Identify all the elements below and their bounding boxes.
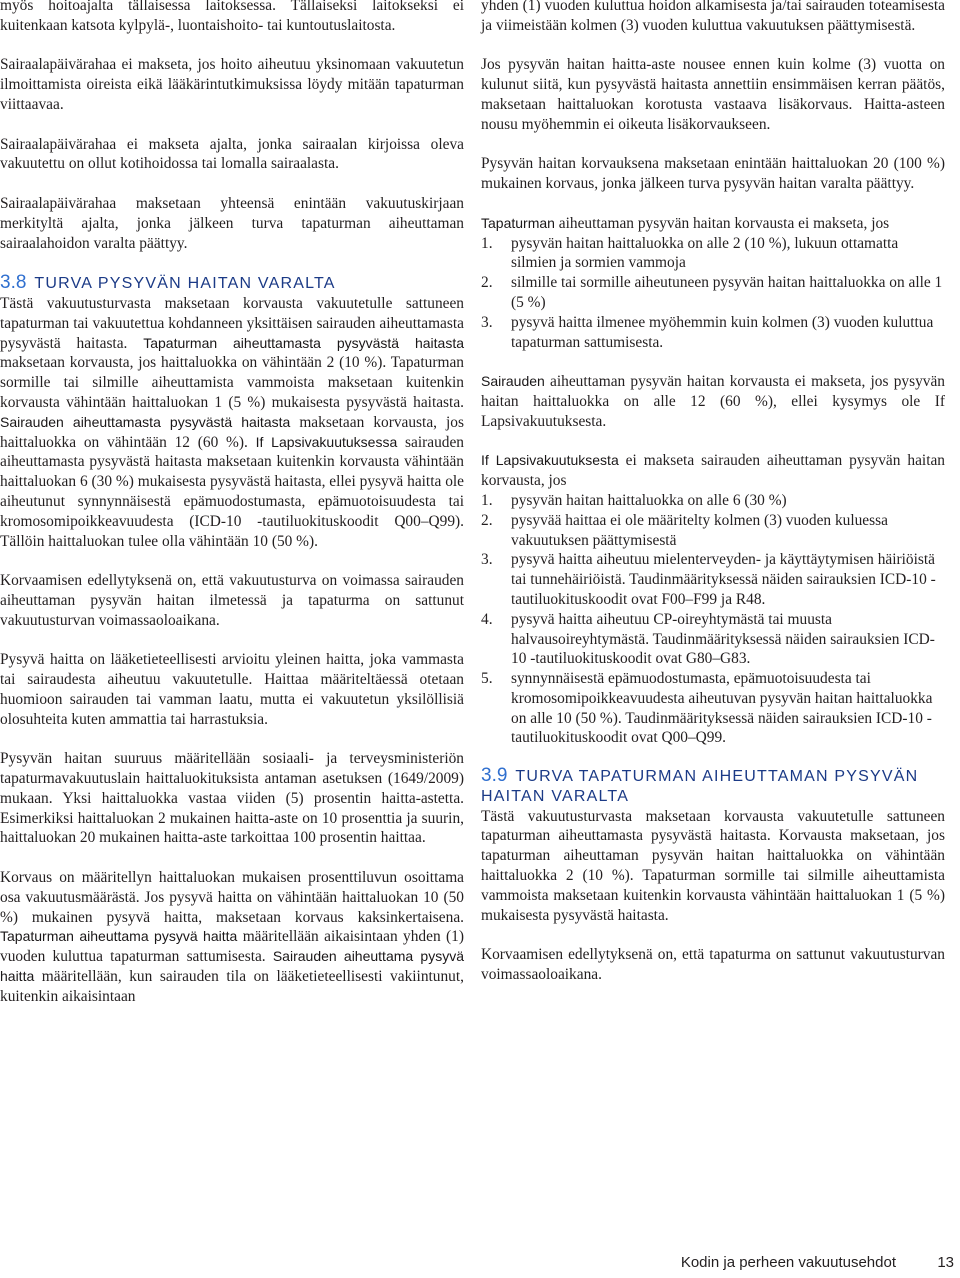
numbered-list [481, 234, 945, 353]
list-item-number: 2. [481, 511, 493, 529]
paragraph: Pysyvän haitan suuruus määritellään sosiaali- ja terveysministeriön tapaturmavakuutuslain haittaluokituksista antaman asetuksen (1649/2009) mukaan. Yksi haittaluokka vastaa viiden (5) prosentin haitta-astetta. Esimerkiksi haittaluokan 2 mukainen haitta-aste on 10 prosenttia ja suurin, haittaluokan 20 mukainen haitta-aste tarkoittaa 100 prosentin haittaa. [0, 750, 464, 847]
list-item [481, 313, 945, 353]
section-heading-3-9 [481, 766, 945, 807]
section-number: 3.9 [481, 765, 508, 787]
list-item [481, 511, 945, 551]
paragraph: Sairaalapäivärahaa ei makseta ajalta, jonka sairaalan kirjoissa oleva vakuutettu on ollut kotihoidossa tai lomalla sairaalasta. [0, 135, 464, 173]
paragraph: Tästä vakuutusturvasta maksetaan korvausta vakuutetulle sattuneen tapaturman aiheuttamasta pysyvästä haitasta. Korvausta maksetaan, jos tapaturman aiheuttaman pysyvän haitan haittaluokka on vähintään haittaluokka 2 (10 %). Tapaturman sormille tai silmille aiheuttamista vammoista maksetaan kuitenkin korvausta vähintään haittaluokan 1 (5 %) mukaisesta pysyvästä haitasta. [481, 807, 945, 924]
lead-term: Tapaturman aiheuttamasta pysyvästä haitasta [143, 334, 464, 351]
list-item-number: 1. [481, 491, 493, 509]
section-number: 3.8 [0, 272, 27, 294]
lead-term: Tapaturman [481, 214, 555, 231]
list-item-number: 4. [481, 610, 493, 628]
paragraph: Pysyvän haitan korvauksena maksetaan enintään haittaluokan 20 (100 %) mukainen korvaus, jonka jälkeen turva pysyvän haitan varalta päättyy. [481, 155, 945, 193]
list-item-number: 5. [481, 670, 493, 688]
paragraph: Jos pysyvän haitan haitta-aste nousee ennen kuin kolme (3) vuotta on kulunut siitä, kun pysyvästä haitasta annettiin ensimmäisen kerran päätös, maksetaan haittaluokan korotusta vastaava lisäkorvaus. Haitta-asteen nousu myöhemmin ei oikeuta lisäkorvaukseen. [481, 56, 945, 133]
paragraph [0, 868, 464, 1007]
text-run: ei makseta sairauden aiheuttaman pysyvän haitan korvausta, jos [481, 452, 945, 490]
list-item-text: pysyvää haittaa ei ole määritelty kolmen (3) vuoden kuluessa vakuutuksen päättymisestä [511, 511, 888, 549]
list-item-number: 3. [481, 551, 493, 569]
list-item-text: pysyvän haitan haittaluokka on alle 2 (10 %), lukuun ottamatta silmien ja sormien vammoja [511, 234, 899, 272]
list-item [481, 273, 945, 313]
list-item [481, 234, 945, 274]
lead-term: Sairauden [481, 373, 545, 390]
section-title: TURVA TAPATURMAN AIHEUTTAMAN PYSYVÄN HAITAN VARALTA [481, 768, 919, 805]
list-item [481, 550, 945, 609]
right-column [481, 0, 945, 1005]
text-run: Korvaus on määritellyn haittaluokan mukaisen prosenttiluvun osoittama osa vakuutusmäärästä. Jos pysyvä haitta on vähintään haittaluokan 10 (50 %) mukainen pysyvä haitta, maksetaan korvaus kaksinkertaisena. [0, 869, 464, 926]
list-item-text: pysyvä haitta aiheutuu CP-oireyhtymästä tai muusta halvausoireyhtymästä. Taudinmäärityksessä näiden sairauksien ICD-10 -tautiluokituskoodit ovat G80–G83. [511, 610, 935, 668]
paragraph: Korvaamisen edellytyksenä on, että vakuutusturva on voimassa sairauden aiheuttaman pysyvän haitan ilmetessä ja tapaturma on sattunut vakuutusturvan voimassaoloaikana. [0, 572, 464, 629]
text-run: maksetaan korvausta, jos haittaluokka on vähintään 12 (60 %). [0, 413, 464, 451]
lead-term: Tapaturman aiheuttama pysyvä haitta [0, 928, 238, 945]
text-run: sairauden aiheuttamasta pysyvästä haitasta maksetaan kuitenkin korvausta vähintään haittaluokan 6 (30 %) mukaisesta pysyvästä haitasta, ellei pysyvä haitta ole aiheutunut synnynnäisestä epämuodostumasta, epämuotoisuudesta tai kromosomipoikkeavuudesta (ICD-10 -tautiluokituskoodit Q00–Q99). Tällöin haittaluokan tulee olla vähintään 10 (50 %). [0, 433, 465, 550]
section-heading-3-8 [0, 273, 464, 294]
paragraph: Sairaalapäivärahaa ei makseta, jos hoito aiheutuu yksinomaan vakuutetun ilmoittamista oireista eikä lääkärintutkimuksissa löydy mitään tapaturman viittaavaa. [0, 56, 464, 113]
lead-term: If Lapsivakuutuksessa [255, 433, 398, 450]
list-item [481, 610, 945, 669]
paragraph [481, 214, 945, 234]
list-item-text: silmille tai sormille aiheutuneen pysyvän haitan haittaluokka on alle 1 (5 %) [511, 274, 943, 311]
left-column [0, 0, 464, 1026]
list-item-text: synnynnäisestä epämuodostumasta, epämuotoisuudesta tai kromosomipoikkeavuudesta aiheutuvan pysyvän haitan haittaluokka on alle 10 (50 %). Taudinmäärityksessä näiden sairauksien ICD-10 -tautiluokituskoodit ovat Q00–Q99. [511, 670, 933, 747]
lead-term: If Lapsivakuutuksesta [481, 452, 619, 469]
list-item [481, 669, 945, 748]
list-item-text: pysyvä haitta aiheutuu mielenterveyden- ja käyttäytymisen häiriöistä tai tunnehäiriöistä. Taudinmäärityksessä näiden sairauksien ICD-10 -tautiluokituskoodit ovat F00–F99 ja R48. [511, 551, 936, 608]
paragraph: Pysyvä haitta on lääketieteellisesti arvioitu yleinen haitta, joka vammasta tai sairaudesta aiheutuu vakuutetulle. Haittaa määriteltäessä otetaan huomioon sairauden tai vamman laatu, mutta ei vakuutetun yksilöllisiä olosuhteita kuten ammattia tai harrastuksia. [0, 651, 464, 728]
page-number: 13 [937, 1254, 954, 1271]
text-run: maksetaan korvausta, jos haittaluokka on vähintään 2 (10 %). Tapaturman sormille tai silmille aiheuttamista vammoista maksetaan kuitenkin korvausta vähintään haittaluokan 1 (5 %) mukaisesta pysyvästä haitasta. [0, 354, 464, 411]
numbered-list [481, 491, 945, 748]
text-run: aiheuttaman pysyvän haitan korvausta ei makseta, jos pysyvän haitan haittaluokka on alle 12 (60 %), ellei kysymys ole If Lapsivakuutuksesta. [481, 373, 945, 430]
section-title: TURVA PYSYVÄN HAITAN VARALTA [34, 275, 336, 293]
list-item-number: 1. [481, 234, 493, 252]
paragraph [481, 372, 945, 431]
list-item [481, 491, 945, 511]
page-footer [0, 1254, 960, 1276]
list-item-text: pysyvän haitan haittaluokka on alle 6 (30 %) [511, 491, 787, 509]
text-run: määritellään, kun sairauden tila on lääketieteellisesti vakiintunut, kuitenkin aikaisintaan [0, 968, 464, 1005]
paragraph [481, 451, 945, 491]
paragraph: yhden (1) vuoden kuluttua hoidon alkamisesta ja/tai sairauden toteamisesta ja viimeistään kolmen (3) vuoden kuluttua vakuutuksen päättymisestä. [481, 0, 945, 34]
list-item-number: 2. [481, 274, 493, 292]
list-item-text: pysyvä haitta ilmenee myöhemmin kuin kolmen (3) vuoden kuluttua tapaturman sattumisesta. [511, 313, 934, 351]
text-run: Tästä vakuutusturvasta maksetaan korvausta vakuutetulle sattuneen tapaturman tai vakuutettua kohdanneen yksittäisen sairauden aiheuttamasta pysyvästä haitasta. [0, 294, 464, 352]
paragraph: Korvaamisen edellytyksenä on, että tapaturma on sattunut vakuutusturvan voimassaoloaikana. [481, 946, 945, 984]
paragraph [0, 294, 464, 551]
paragraph: myös hoitoajalta tällaisessa laitoksessa. Tällaiseksi laitokseksi ei kuitenkaan katsota kylpylä-, luontaishoito- tai kuntoutuslaitosta. [0, 0, 464, 34]
list-item-number: 3. [481, 313, 493, 331]
footer-title: Kodin ja perheen vakuutusehdot [680, 1254, 896, 1271]
paragraph: Sairaalapäivärahaa maksetaan yhteensä enintään vakuutuskirjaan merkityltä ajalta, jonka jälkeen turva tapaturman aiheuttaman sairaalahoidon varalta päättyy. [0, 194, 464, 252]
text-run: määritellään aikaisintaan yhden (1) vuoden kuluttua tapaturman sattumisesta. [0, 928, 464, 966]
text-run: aiheuttaman pysyvän haitan korvausta ei makseta, jos [554, 214, 890, 232]
lead-term: Sairauden aiheuttama pysyvä haitta [0, 948, 464, 985]
lead-term: Sairauden aiheuttamasta pysyvästä haitasta [0, 413, 291, 430]
